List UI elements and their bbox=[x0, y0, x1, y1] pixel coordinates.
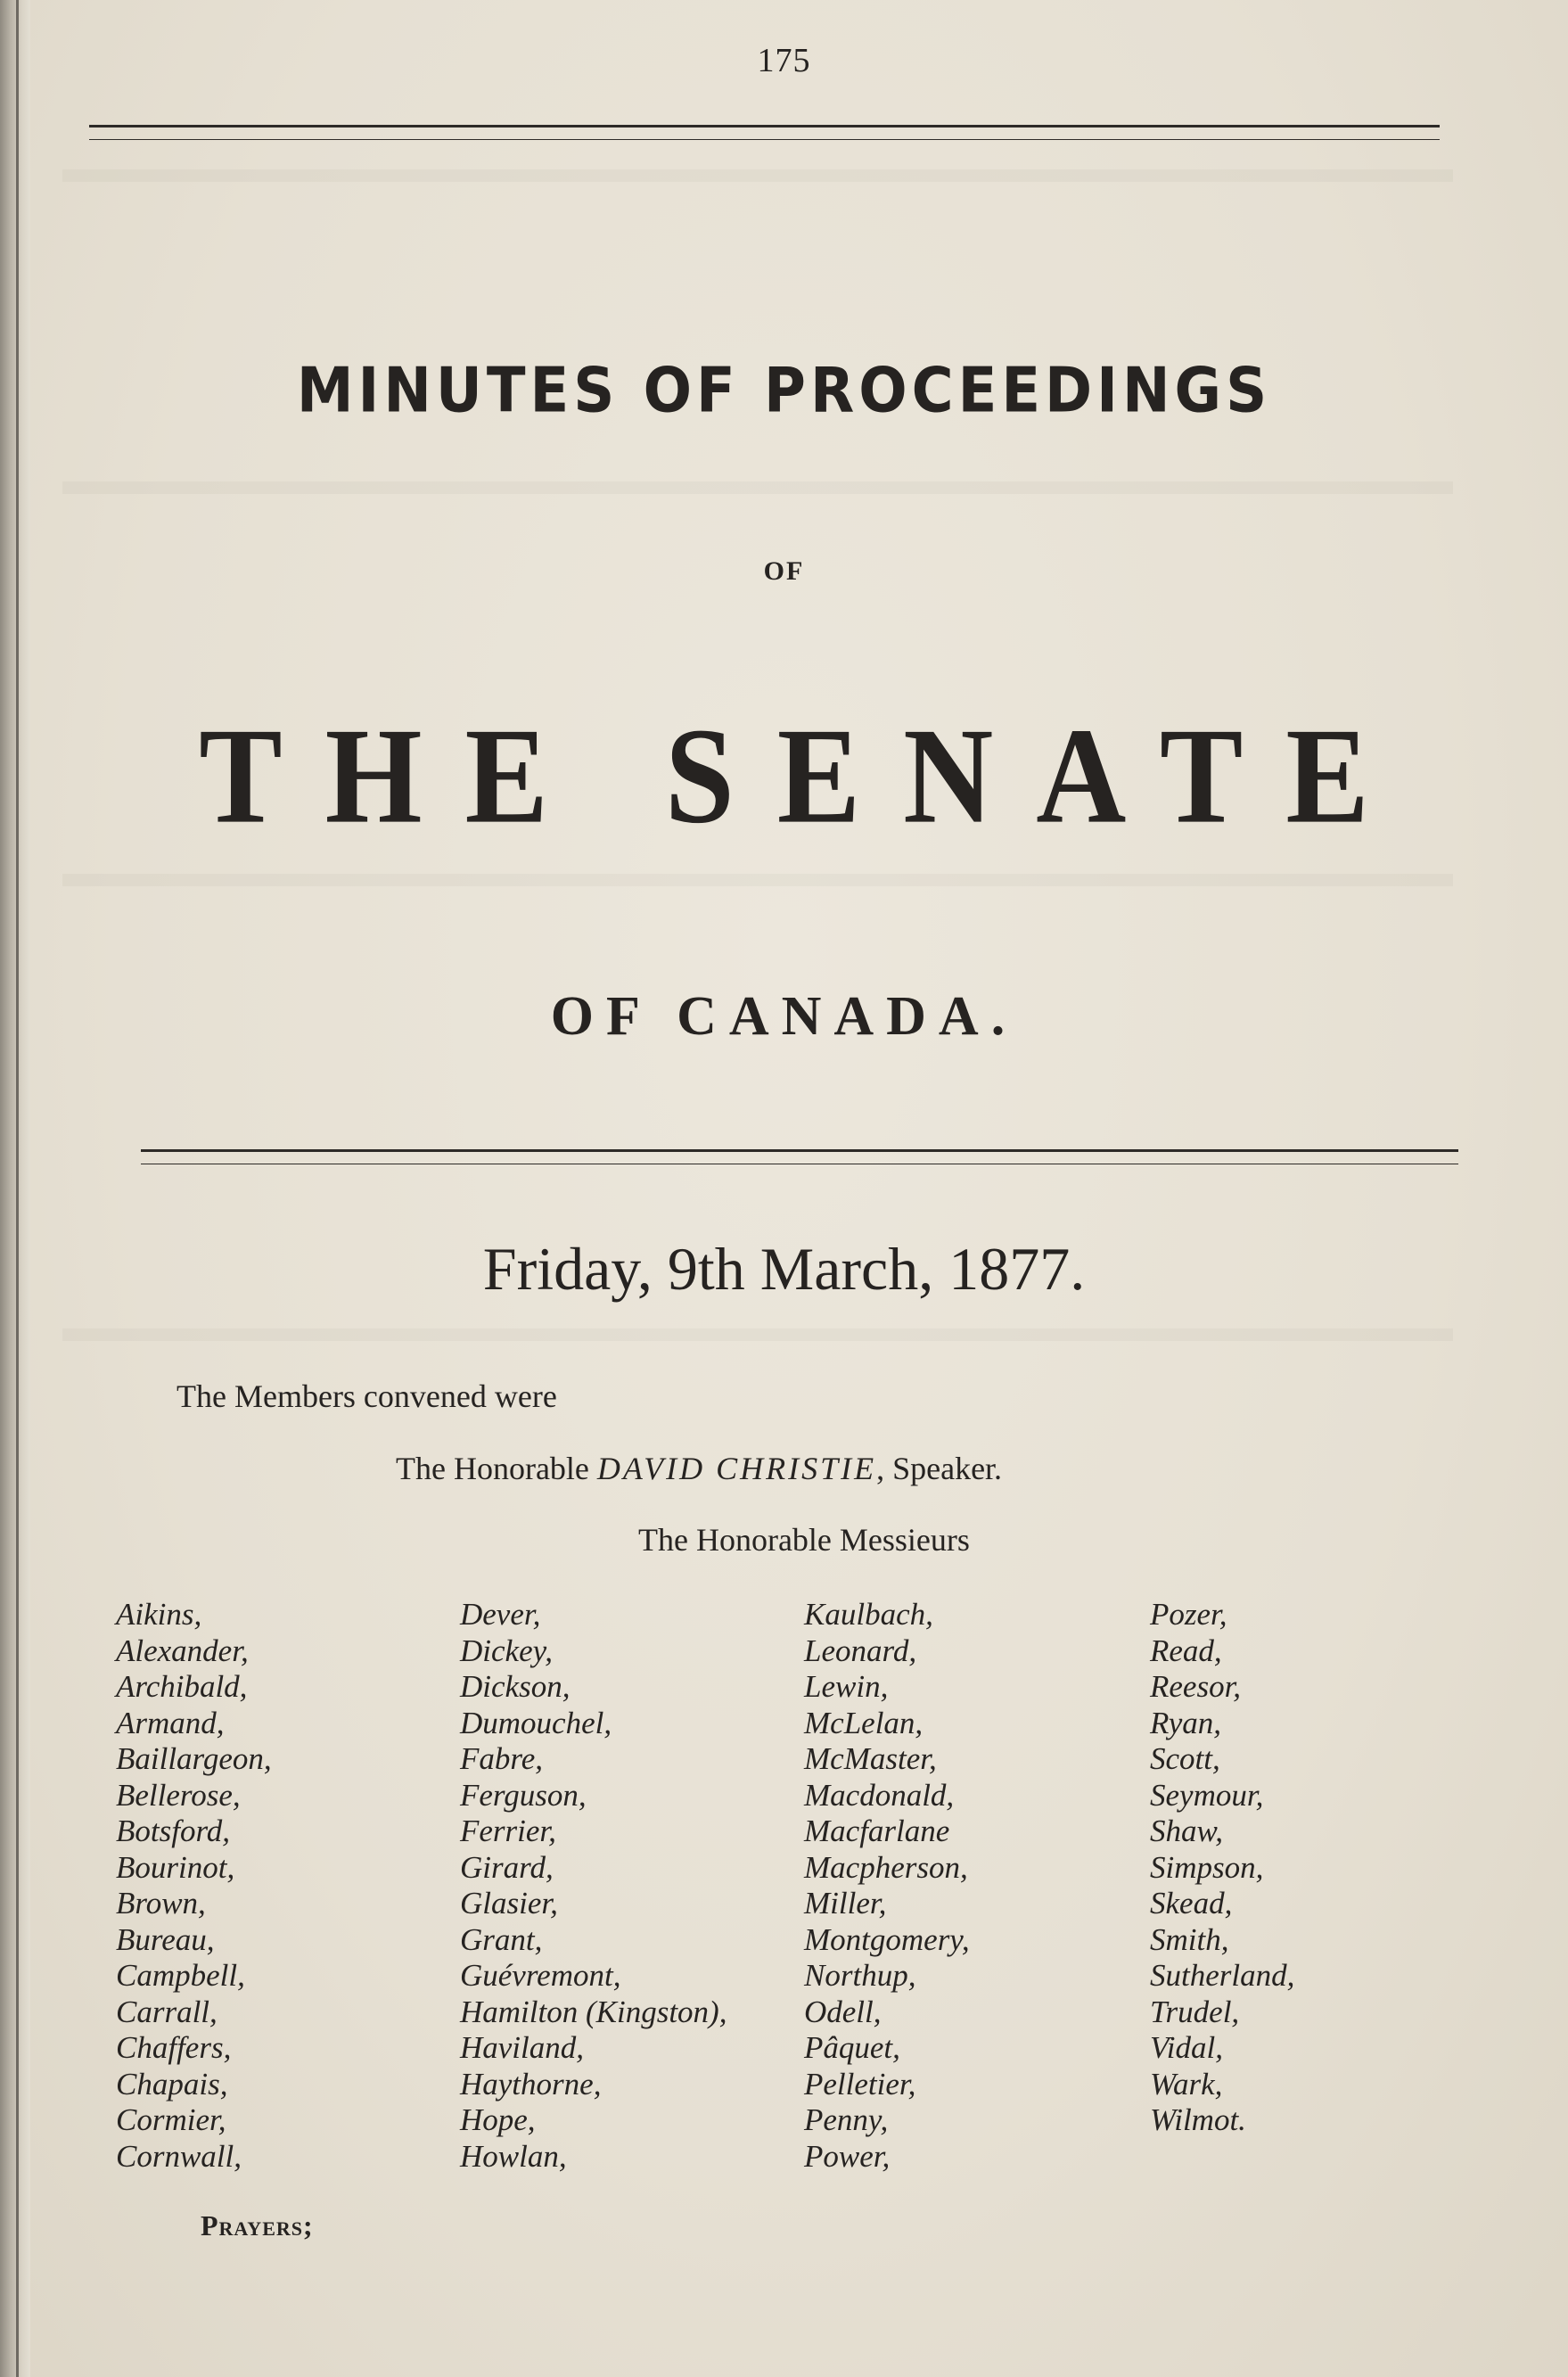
member-name: Pozer, bbox=[1150, 1597, 1227, 1632]
member-name: Hamilton (Kingston), bbox=[460, 1994, 727, 2029]
member-name: Penny, bbox=[804, 2102, 889, 2137]
member-name: Bourinot, bbox=[116, 1849, 235, 1885]
member-name: Pelletier, bbox=[804, 2066, 916, 2101]
member-name: Hope, bbox=[460, 2102, 536, 2137]
member-name: Macdonald, bbox=[804, 1777, 955, 1813]
speaker-suffix: , Speaker. bbox=[876, 1451, 1003, 1486]
member-name: Power, bbox=[804, 2138, 891, 2174]
member-name: Ferguson, bbox=[460, 1777, 587, 1813]
member-name: Haviland, bbox=[460, 2030, 585, 2065]
member-name: Macpherson, bbox=[804, 1849, 968, 1885]
top-rule bbox=[89, 125, 1440, 127]
member-name: Lewin, bbox=[804, 1669, 889, 1704]
member-name: Armand, bbox=[116, 1705, 225, 1740]
member-name: Bellerose, bbox=[116, 1777, 241, 1813]
member-name: Howlan, bbox=[460, 2138, 567, 2174]
top-rule-thin bbox=[89, 139, 1440, 140]
members-column-1 bbox=[116, 1597, 272, 2175]
member-name: Smith, bbox=[1150, 1921, 1229, 1957]
speaker-name: DAVID CHRISTIE bbox=[596, 1451, 877, 1486]
member-name: Ryan, bbox=[1150, 1705, 1222, 1740]
member-name: Wark, bbox=[1150, 2066, 1223, 2101]
member-name: Montgomery, bbox=[804, 1921, 970, 1957]
member-name: Seymour, bbox=[1150, 1777, 1264, 1813]
member-name: Northup, bbox=[804, 1958, 916, 1993]
member-name: Shaw, bbox=[1150, 1814, 1223, 1848]
title-the-senate: THE SENATE bbox=[199, 700, 1412, 852]
title-of-canada: OF CANADA. bbox=[550, 986, 1018, 1047]
member-name: Simpson, bbox=[1150, 1849, 1264, 1885]
members-convened-line: The Members convened were bbox=[177, 1378, 557, 1414]
member-name: Dumouchel, bbox=[460, 1705, 612, 1740]
member-name: Dever, bbox=[460, 1597, 541, 1632]
member-name: Dickson, bbox=[460, 1669, 571, 1704]
member-name: Read, bbox=[1150, 1633, 1222, 1668]
middle-rule bbox=[141, 1149, 1458, 1152]
member-name: Carrall, bbox=[116, 1994, 218, 2029]
title-minutes-of-proceedings: MINUTES OF PROCEEDINGS bbox=[296, 356, 1272, 427]
member-name: Macfarlane bbox=[804, 1814, 950, 1848]
member-name: Trudel, bbox=[1150, 1994, 1240, 2029]
member-name: Brown, bbox=[116, 1886, 206, 1921]
member-name: Wilmot. bbox=[1150, 2102, 1246, 2137]
member-name: Vidal, bbox=[1150, 2030, 1223, 2065]
prayers-heading: Prayers; bbox=[201, 2209, 314, 2241]
member-name: Grant, bbox=[460, 1921, 543, 1957]
title-of: OF bbox=[763, 556, 805, 586]
member-name: Miller, bbox=[804, 1886, 887, 1921]
member-name: Odell, bbox=[804, 1994, 882, 2029]
member-name: Cornwall, bbox=[116, 2138, 242, 2174]
page-number: 175 bbox=[757, 42, 811, 79]
member-name: Bureau, bbox=[116, 1921, 215, 1957]
member-name: Sutherland, bbox=[1150, 1958, 1295, 1993]
members-column-4 bbox=[1150, 1597, 1294, 2139]
member-name: Botsford, bbox=[116, 1814, 231, 1848]
member-name: Pâquet, bbox=[804, 2030, 900, 2065]
member-name: Campbell, bbox=[116, 1958, 245, 1993]
member-name: Alexander, bbox=[116, 1633, 249, 1668]
member-name: Chaffers, bbox=[116, 2030, 232, 2065]
member-name: Skead, bbox=[1150, 1886, 1233, 1921]
member-name: Girard, bbox=[460, 1849, 554, 1885]
member-name: McMaster, bbox=[804, 1741, 937, 1776]
member-name: Kaulbach, bbox=[804, 1597, 933, 1632]
member-name: Cormier, bbox=[116, 2102, 226, 2137]
member-name: Scott, bbox=[1150, 1741, 1220, 1776]
member-name: Aikins, bbox=[116, 1597, 202, 1632]
honorable-messieurs-line: The Honorable Messieurs bbox=[638, 1522, 970, 1558]
sitting-date: Friday, 9th March, 1877. bbox=[482, 1235, 1086, 1303]
member-name: Ferrier, bbox=[460, 1814, 556, 1848]
members-column-3 bbox=[804, 1597, 970, 2175]
members-column-2 bbox=[460, 1597, 727, 2175]
member-name: Archibald, bbox=[116, 1669, 248, 1704]
member-name: Dickey, bbox=[460, 1633, 553, 1668]
member-name: Glasier, bbox=[460, 1886, 558, 1921]
member-name: McLelan, bbox=[804, 1705, 924, 1740]
member-name: Haythorne, bbox=[460, 2066, 602, 2101]
member-name: Fabre, bbox=[460, 1741, 543, 1776]
member-name: Reesor, bbox=[1150, 1669, 1242, 1704]
member-name: Leonard, bbox=[804, 1633, 917, 1668]
speaker-line bbox=[396, 1450, 1002, 1487]
member-name: Guévremont, bbox=[460, 1958, 621, 1993]
member-name: Baillargeon, bbox=[116, 1741, 272, 1776]
member-name: Chapais, bbox=[116, 2066, 228, 2101]
speaker-prefix: The Honorable bbox=[396, 1451, 589, 1486]
